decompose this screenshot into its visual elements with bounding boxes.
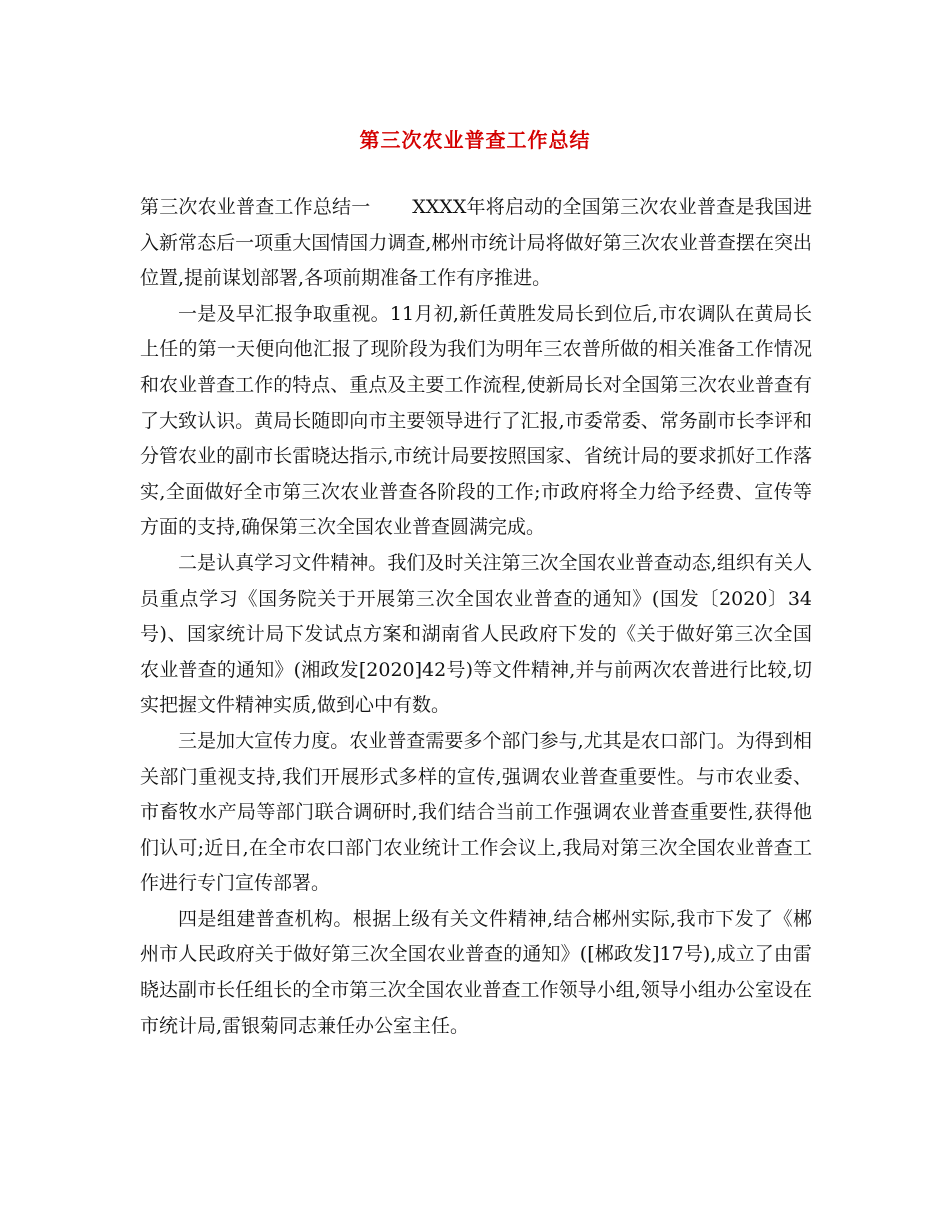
intro-heading: 第三次农业普查工作总结一 (140, 196, 371, 218)
paragraph-census-organization: 四是组建普查机构。根据上级有关文件精神,结合郴州实际,我市下发了《郴州市人民政府关于做好第三次全国农业普查的通知》([郴政发]17号),成立了由雷晓达副市长任组长的全市第三次全国农业普查工作领导小组,领导小组办公室设在市统计局,雷银菊同志兼任办公室主任。 (140, 907, 812, 1037)
paragraph-report-early: 一是及早汇报争取重视。11月初,新任黄胜发局长到位后,市农调队在黄局长上任的第一天便向他汇报了现阶段为我们为明年三农普所做的相关准备工作情况和农业普查工作的特点、重点及主要工作流程,使新局长对全国第三次农业普查有了大致认识。黄局长随即向市主要领导进行了汇报,市委常委、常务副市长李评和分管农业的副市长雷晓达指示,市统计局要按照国家、省统计局的要求抓好工作落实,全面做好全市第三次农业普查各阶段的工作;市政府将全力给予经费、宣传等方面的支持,确保第三次全国农业普查圆满完成。 (140, 302, 812, 539)
paragraph-publicity: 三是加大宣传力度。农业普查需要多个部门参与,尤其是农口部门。为得到相关部门重视支持,我们开展形式多样的宣传,强调农业普查重要性。与市农业委、市畜牧水产局等部门联合调研时,我们结合当前工作强调农业普查重要性,获得他们认可;近日,在全市农口部门农业统计工作会议上,我局对第三次全国农业普查工作进行专门宣传部署。 (140, 729, 812, 895)
intro-paragraph (140, 190, 812, 297)
intro-text: XXXX年将启动的全国第三次农业普查是我国进入新常态后一项重大国情国力调查,郴州市统计局将做好第三次农业普查摆在突出位置,提前谋划部署,各项前期准备工作有序推进。 (140, 196, 812, 290)
document-title: 第三次农业普查工作总结 (359, 128, 591, 152)
paragraph-study-documents: 二是认真学习文件精神。我们及时关注第三次全国农业普查动态,组织有关人员重点学习《国务院关于开展第三次全国农业普查的通知》(国发〔2020〕34号)、国家统计局下发试点方案和湖南省人民政府下发的《关于做好第三次全国农业普查的通知》(湘政发[2020]42号)等文件精神,并与前两次农普进行比较,切实把握文件精神实质,做到心中有数。 (140, 551, 812, 717)
document-body (140, 190, 812, 1044)
